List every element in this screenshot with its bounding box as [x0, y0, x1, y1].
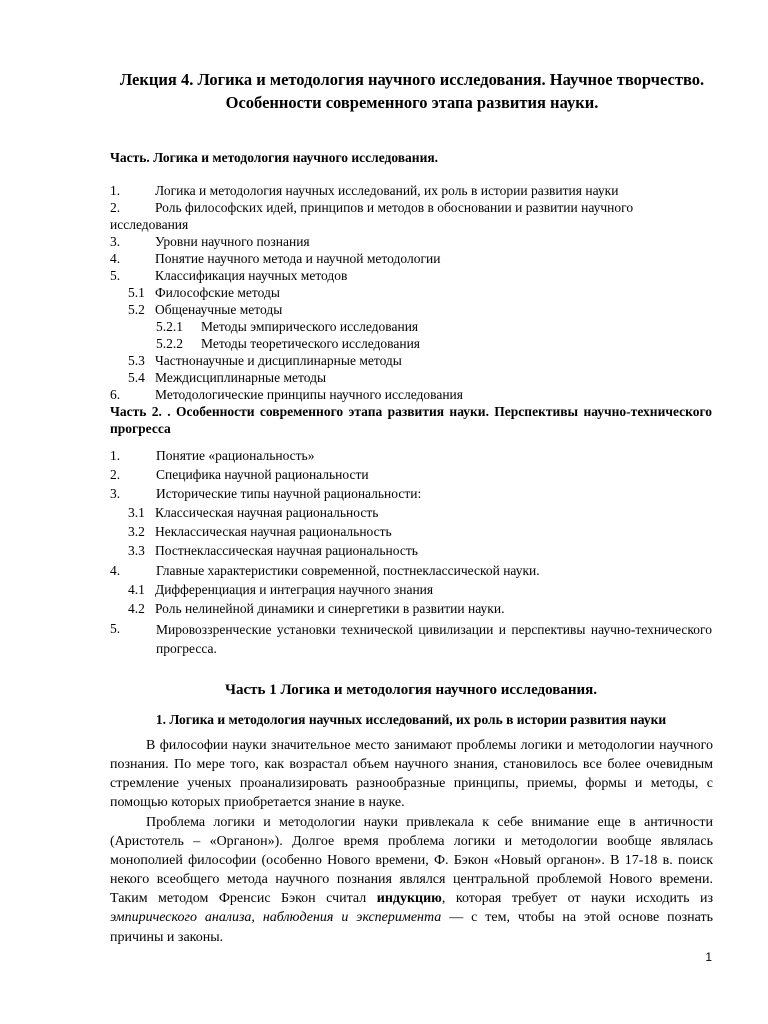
paragraph-2 [110, 813, 713, 947]
list-item [110, 386, 463, 403]
list-item [156, 335, 421, 352]
item-number: 5.3 [128, 353, 145, 368]
item-text: Логика и методология научных исследований, их роль в истории развития науки [155, 183, 619, 198]
item-text: Методы эмпирического исследования [201, 319, 419, 334]
list-item [110, 466, 369, 483]
list-item [128, 600, 505, 617]
item-text: Главные характеристики современной, постнеклассической науки. [156, 563, 540, 578]
list-item [128, 542, 418, 559]
item-text: Понятие научного метода и научной методологии [155, 251, 441, 266]
item-number: 3.2 [128, 524, 145, 539]
item-number: 5.4 [128, 370, 145, 385]
paragraph-1-text: В философии науки значительное место занимают проблемы логики и методологии научного познания. По мере того, как возрастал объем научного знания, становилось все более очевидным стремление ученых проанализировать разнообразные принципы, приемы, формы и методы, с помощью которых приобретается знание в науке. [110, 738, 713, 811]
item-number: 3.3 [128, 543, 145, 558]
list-item [128, 369, 327, 386]
item-number: 2. [110, 200, 121, 215]
item-text: Методы теоретического исследования [201, 336, 421, 351]
item-text: Уровни научного познания [155, 234, 310, 249]
item-number: 4.2 [128, 601, 145, 616]
item-number: 5.2.2 [156, 336, 183, 351]
list-item [128, 581, 434, 598]
section-heading: 1. Логика и методология научных исследований, их роль в истории развития науки [155, 712, 667, 727]
item-text-continued: исследования [110, 217, 189, 232]
item-number: 5.2 [128, 302, 145, 317]
item-number: 5.2.1 [156, 319, 183, 334]
list-item [128, 284, 280, 301]
item-text: Методологические принципы научного исследования [155, 387, 463, 402]
list-item [128, 301, 283, 318]
item-text: Понятие «рациональность» [156, 448, 315, 463]
item-number: 2. [110, 467, 121, 482]
item-text: Исторические типы научной рациональности: [156, 486, 422, 501]
item-text: Неклассическая научная рациональность [155, 524, 392, 539]
list-item [110, 182, 619, 199]
list-item [110, 447, 315, 464]
list-item [110, 267, 348, 284]
item-number: 3. [110, 234, 121, 249]
item-number: 1. [110, 448, 121, 463]
list-item-number: 5. [110, 621, 121, 636]
paragraph-2-italic-term: эмпирического анализа, наблюдения и эксперимента [110, 910, 442, 926]
item-number: 4. [110, 563, 121, 578]
item-text: Специфика научной рациональности [156, 467, 369, 482]
item-text: Частнонаучные и дисциплинарные методы [155, 353, 402, 368]
item-text: Постнеклассическая научная рациональность [155, 543, 418, 558]
list-item [110, 233, 310, 250]
page-number: 1 [705, 950, 712, 964]
part1-toc-heading: Часть. Логика и методология научного исследования. [110, 150, 439, 165]
list-item [110, 250, 441, 267]
item-text: Роль философских идей, принципов и методов в обосновании и развитии научного [155, 200, 634, 215]
paragraph-2-text-b: , которая требует от науки исходить из [441, 891, 713, 907]
item-number: 5. [110, 268, 121, 283]
list-item [128, 523, 392, 540]
list-item [110, 485, 422, 502]
item-text: Классификация научных методов [155, 268, 348, 283]
item-text: Роль нелинейной динамики и синергетики в развитии науки. [155, 601, 505, 616]
item-text: Общенаучные методы [155, 302, 283, 317]
list-item [128, 352, 402, 369]
list-item [110, 199, 634, 216]
list-item [128, 504, 379, 521]
item-number: 4.1 [128, 582, 145, 597]
item-text: Классическая научная рациональность [155, 505, 379, 520]
item-number: 6. [110, 387, 121, 402]
item-number: 4. [110, 251, 121, 266]
list-item [110, 562, 540, 579]
item-number: 5.1 [128, 285, 145, 300]
part2-toc-heading: Часть 2. . Особенности современного этапа развития науки. Перспективы научно-технического прогресса [110, 404, 712, 436]
list-item [156, 318, 419, 335]
item-number: 3. [110, 486, 121, 501]
item-number: 3.1 [128, 505, 145, 520]
paragraph-1 [110, 736, 713, 812]
item-text: Философские методы [155, 285, 280, 300]
lecture-title: Лекция 4. Логика и методология научного исследования. Научное творчество. Особенности современного этапа развития науки. [119, 70, 705, 112]
item-number: 1. [110, 183, 121, 198]
part1-heading: Часть 1 Логика и методология научного исследования. [225, 682, 597, 698]
paragraph-2-bold-term: индукцию [376, 891, 442, 907]
item-text: Дифференциация и интеграция научного знания [155, 582, 434, 597]
item-text: Междисциплинарные методы [155, 370, 327, 385]
paragraph-2-text-c: — с тем, чтобы на этой основе познать причины и законы. [110, 910, 713, 945]
paragraph-2-text-a: Проблема логики и методологии науки привлекала к себе внимание еще в античности (Аристотель – «Органон»). Долгое время проблема логики и методологии вообще являлась монополией философии (особенно Нового времени, Ф. Бэкон «Новый органон». В 17-18 в. поиск некого всеобщего метода научного познания являлся центральной проблемой Нового времени. Таким методом Френсис Бэкон считал [110, 815, 713, 907]
list-item-text: Мировоззренческие установки технической цивилизации и перспективы научно-технического прогресса. [156, 622, 712, 656]
